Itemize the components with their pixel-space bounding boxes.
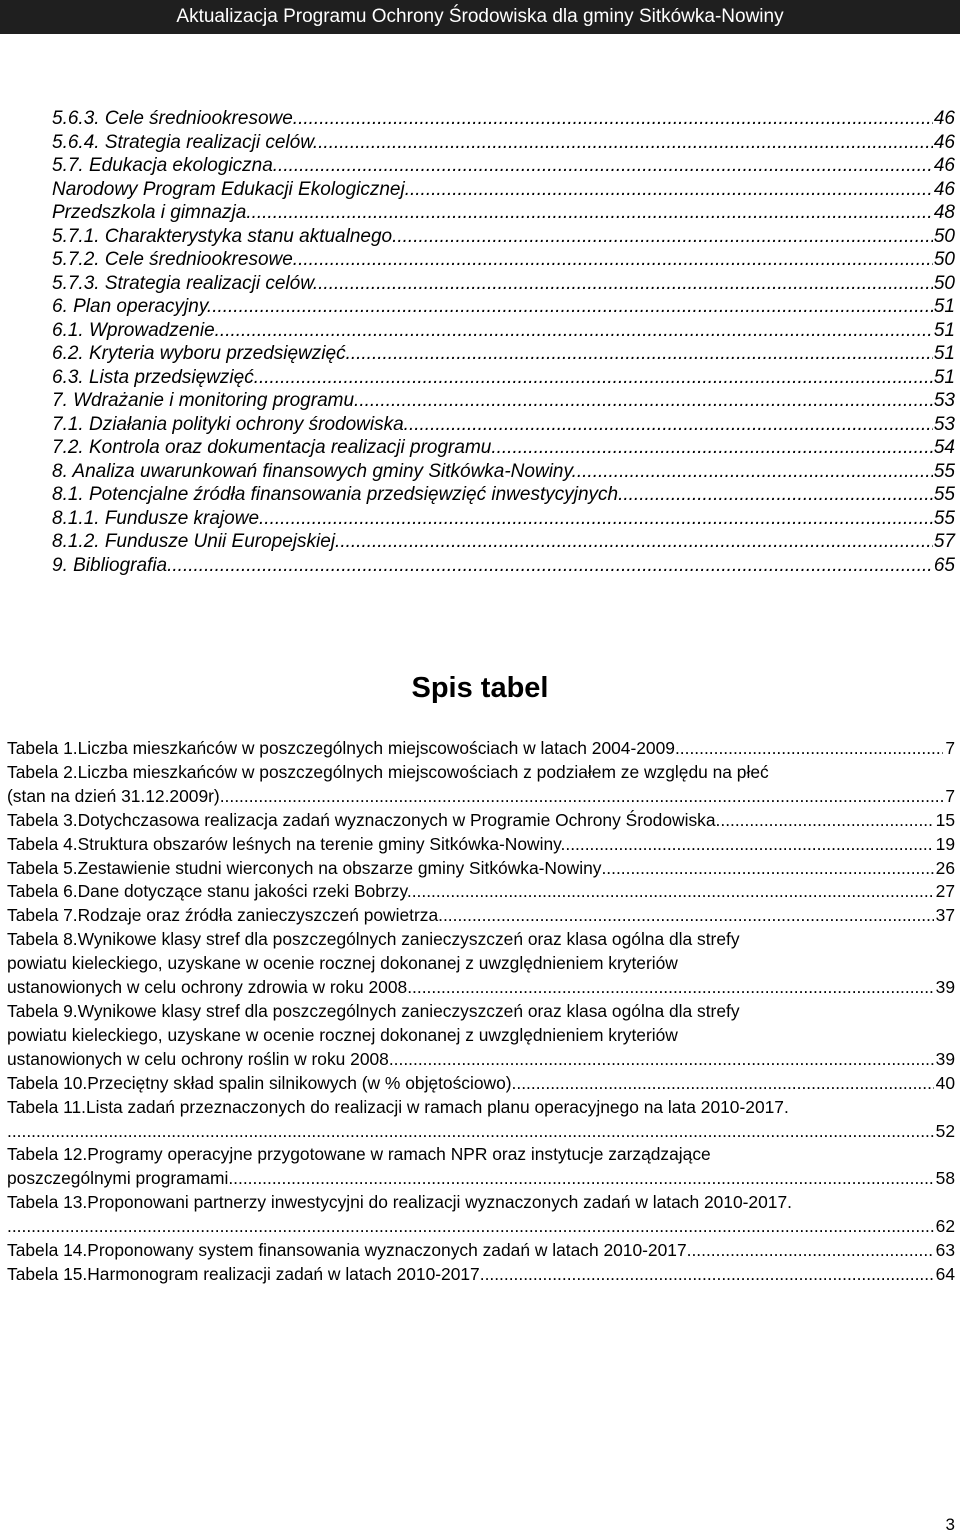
- toc-entry-page: 53: [933, 390, 955, 411]
- table-entry-line: [7, 857, 955, 881]
- toc-entry-title: 5.7. Edukacja ekologiczna.: [52, 155, 279, 176]
- toc-entry[interactable]: [52, 108, 955, 132]
- table-entry-text: Tabela 13.Proponowani partnerzy inwestycyjni do realizacji wyznaczonych zadań w latach 2010-2017.: [7, 1192, 792, 1213]
- toc-entry-page: 65: [933, 554, 955, 576]
- toc-entry[interactable]: [52, 179, 955, 203]
- spis-tabel-heading: Spis tabel: [411, 672, 549, 704]
- dot-leader: [298, 249, 933, 271]
- table-entry-line: [7, 976, 955, 1000]
- dot-leader: [259, 367, 933, 389]
- toc-entry-page: 46: [933, 155, 955, 176]
- toc-entry[interactable]: [52, 202, 955, 226]
- toc-entry-title: 6.3. Lista przedsięwzięć.: [52, 366, 259, 388]
- table-entry-text: Tabela 11.Lista zadań przeznaczonych do realizacji w ramach planu operacyjnego na lata 2010-2017.: [7, 1096, 789, 1117]
- toc-entry-title: Narodowy Program Edukacji Ekologicznej: [52, 178, 405, 200]
- toc-entry-title: 5.7.2. Cele średniookresowe.: [52, 249, 299, 270]
- table-list-entry[interactable]: [7, 880, 955, 904]
- table-entry-line: [7, 1024, 955, 1048]
- toc-entry-page: 53: [933, 413, 955, 435]
- table-entry-page: 19: [935, 833, 955, 854]
- toc-entry-page: 50: [933, 249, 955, 270]
- toc-entry[interactable]: [52, 226, 955, 250]
- table-list-entry[interactable]: [7, 928, 955, 1000]
- dot-leader: [212, 296, 933, 318]
- toc-entry-title: 9. Bibliografia.: [52, 554, 173, 576]
- toc-entry-title: 5.7.1. Charakterystyka stanu aktualnego.: [52, 225, 398, 247]
- table-list-entry[interactable]: [7, 1239, 955, 1263]
- dot-leader: [516, 1072, 933, 1096]
- table-entry-line: [7, 761, 955, 785]
- table-entry-line: [7, 1191, 955, 1215]
- dot-leader: [220, 320, 933, 342]
- toc-entry-title: 5.6.3. Cele średniookresowe.: [52, 108, 299, 129]
- dot-leader: [318, 273, 933, 295]
- toc-entry[interactable]: [52, 320, 955, 344]
- toc-entry-title: 8.1. Potencjalne źródła finansowania przedsięwzięć inwestycyjnych.: [52, 484, 624, 505]
- toc-entry-page: 48: [933, 202, 955, 223]
- table-entry-line: [7, 880, 955, 904]
- table-entry-line: [7, 833, 955, 857]
- dot-leader: [623, 484, 933, 506]
- toc-entry[interactable]: [52, 508, 955, 532]
- table-entry-page: 64: [935, 1263, 955, 1284]
- toc-entry[interactable]: [52, 273, 955, 297]
- toc-entry-page: 51: [933, 366, 955, 388]
- table-entry-line: [7, 1239, 955, 1263]
- toc-entry-page: 57: [933, 531, 955, 552]
- dot-leader: [497, 437, 933, 459]
- table-entry-line: [7, 928, 955, 952]
- table-entry-page: 15: [935, 809, 955, 830]
- toc-entry-title: 6.1. Wprowadzenie.: [52, 319, 220, 341]
- dot-leader: [298, 108, 933, 130]
- table-entry-text: powiatu kieleckiego, uzyskane w ocenie rocznej dokonanej z uwzględnieniem kryteriów: [7, 953, 678, 974]
- dot-leader: [264, 508, 933, 530]
- dot-leader: [233, 1167, 933, 1191]
- toc-entry[interactable]: [52, 531, 955, 555]
- dot-leader: [412, 976, 934, 1000]
- table-entry-page: 58: [935, 1168, 955, 1189]
- dot-leader: [397, 226, 932, 248]
- dot-leader: [405, 179, 933, 201]
- table-entry-text: Tabela 8.Wynikowe klasy stref dla poszczególnych zanieczyszczeń oraz klasa ogólna dla strefy: [7, 929, 740, 950]
- table-entry-line: [7, 1048, 955, 1072]
- table-entry-line: [7, 1096, 955, 1120]
- toc-entry-title: 7.2. Kontrola oraz dokumentacja realizacji programu.: [52, 437, 497, 458]
- table-entry-text: Tabela 4.Struktura obszarów leśnych na terenie gminy Sitkówka-Nowiny.: [7, 833, 566, 854]
- table-list-entry[interactable]: [7, 857, 955, 881]
- toc-entry-page: 50: [933, 272, 955, 294]
- table-entry-text: Tabela 14.Proponowany system finansowania wyznaczonych zadań w latach 2010-2017.: [7, 1240, 692, 1261]
- table-entry-text: Tabela 5.Zestawienie studni wierconych na obszarze gminy Sitkówka-Nowiny: [7, 857, 602, 878]
- toc-entry[interactable]: [52, 437, 955, 461]
- dot-leader: [720, 809, 933, 833]
- toc-entry-title: 8.1.1. Fundusze krajowe.: [52, 507, 265, 529]
- toc-entry-page: 50: [933, 225, 955, 247]
- table-entry-line: [7, 785, 955, 809]
- table-list-entry[interactable]: [7, 1096, 955, 1144]
- table-entry-text: ustanowionych w celu ochrony roślin w roku 2008.: [7, 1048, 394, 1069]
- toc-entry-title: Przedszkola i gimnazja: [52, 202, 247, 223]
- table-of-contents: [52, 108, 955, 578]
- dot-leader: [691, 1239, 933, 1263]
- toc-entry-page: 46: [933, 178, 955, 200]
- dot-leader: [394, 1048, 934, 1072]
- toc-entry-title: 6.2. Kryteria wyboru przedsięwzięć.: [52, 343, 351, 364]
- table-entry-line: [7, 1143, 955, 1167]
- table-entry-page: 63: [935, 1240, 955, 1261]
- dot-leader: [318, 132, 933, 154]
- table-entry-text: Tabela 12.Programy operacyjne przygotowane w ramach NPR oraz instytucje zarządzające: [7, 1144, 711, 1165]
- table-entry-page: 62: [935, 1216, 955, 1237]
- table-entry-line: [7, 952, 955, 976]
- toc-entry[interactable]: [52, 414, 955, 438]
- dot-leader: [172, 555, 932, 577]
- table-entry-page: 52: [935, 1120, 955, 1141]
- toc-entry-title: 5.7.3. Strategia realizacji celów.: [52, 272, 319, 294]
- dot-leader: [340, 531, 933, 553]
- toc-entry-page: 51: [933, 319, 955, 341]
- table-entry-page: 37: [935, 905, 955, 926]
- toc-entry[interactable]: [52, 390, 955, 414]
- table-entry-text: poszczególnymi programami.: [7, 1168, 234, 1189]
- toc-entry-title: 8. Analiza uwarunkowań finansowych gminy Sitkówka-Nowiny.: [52, 460, 577, 482]
- dot-leader: [7, 1120, 934, 1144]
- dot-leader: [485, 1263, 934, 1287]
- table-entry-text: Tabela 9.Wynikowe klasy stref dla poszczególnych zanieczyszczeń oraz klasa ogólna dla strefy: [7, 1000, 740, 1021]
- dot-leader: [246, 202, 933, 224]
- toc-entry[interactable]: [52, 132, 955, 156]
- toc-entry-page: 54: [933, 437, 955, 458]
- toc-entry[interactable]: [52, 484, 955, 508]
- table-entry-text: Tabela 15.Harmonogram realizacji zadań w latach 2010-2017.: [7, 1263, 485, 1284]
- toc-entry-title: 5.6.4. Strategia realizacji celów.: [52, 131, 319, 153]
- table-entry-text: ustanowionych w celu ochrony zdrowia w roku 2008.: [7, 977, 413, 998]
- page-number: 3: [945, 1515, 955, 1534]
- dot-leader: [7, 1215, 934, 1239]
- table-entry-line: [7, 1000, 955, 1024]
- table-entry-page: 27: [935, 881, 955, 902]
- list-of-tables: [7, 737, 955, 1287]
- toc-entry-title: 6. Plan operacyjny.: [52, 296, 213, 317]
- table-entry-page: 7: [945, 738, 955, 758]
- dot-leader: [351, 343, 933, 365]
- page-header: [0, 0, 960, 34]
- table-entry-text: Tabela 2.Liczba mieszkańców w poszczególnych miejscowościach z podziałem ze względu na płeć: [7, 761, 769, 782]
- table-entry-page: 40: [935, 1072, 955, 1093]
- table-entry-line: [7, 1120, 955, 1144]
- dot-leader: [412, 880, 934, 904]
- table-list-entry[interactable]: [7, 1263, 955, 1287]
- toc-entry-page: 51: [933, 343, 955, 364]
- dot-leader: [278, 155, 933, 177]
- toc-entry[interactable]: [52, 367, 955, 391]
- toc-entry[interactable]: [52, 155, 955, 179]
- table-entry-page: 39: [935, 1048, 955, 1069]
- toc-entry[interactable]: [52, 461, 955, 485]
- dot-leader: [565, 833, 933, 857]
- toc-entry-page: 55: [933, 484, 955, 505]
- toc-entry[interactable]: [52, 555, 955, 579]
- table-entry-line: [7, 809, 955, 833]
- toc-entry-page: 46: [933, 131, 955, 153]
- toc-entry[interactable]: [52, 249, 955, 273]
- table-list-entry[interactable]: [7, 1072, 955, 1096]
- dot-leader: [220, 785, 944, 809]
- table-entry-text: Tabela 7.Rodzaje oraz źródła zanieczyszczeń powietrza.: [7, 905, 443, 926]
- table-entry-line: [7, 1263, 955, 1287]
- table-entry-page: 39: [935, 977, 955, 998]
- dot-leader: [680, 737, 944, 761]
- table-entry-line: [7, 904, 955, 928]
- dot-leader: [409, 414, 933, 436]
- table-entry-text: powiatu kieleckiego, uzyskane w ocenie rocznej dokonanej z uwzględnieniem kryteriów: [7, 1024, 678, 1045]
- table-list-entry[interactable]: [7, 737, 955, 761]
- dot-leader: [577, 461, 933, 483]
- table-entry-line: [7, 1215, 955, 1239]
- table-list-entry[interactable]: [7, 833, 955, 857]
- toc-entry-page: 55: [933, 507, 955, 529]
- table-entry-line: [7, 1167, 955, 1191]
- table-entry-page: 26: [935, 857, 955, 878]
- table-list-entry[interactable]: [7, 1000, 955, 1072]
- table-entry-line: [7, 737, 955, 761]
- table-entry-text: Tabela 1.Liczba mieszkańców w poszczególnych miejscowościach w latach 2004-2009.: [7, 738, 680, 758]
- toc-entry-page: 55: [933, 460, 955, 482]
- dot-leader: [601, 857, 933, 881]
- toc-entry[interactable]: [52, 343, 955, 367]
- table-entry-page: 7: [945, 785, 955, 806]
- table-entry-text: Tabela 10.Przeciętny skład spalin silnikowych (w % objętościowo).: [7, 1072, 517, 1093]
- document-title: Aktualizacja Programu Ochrony Środowiska dla gminy Sitkówka-Nowiny: [176, 6, 784, 27]
- dot-leader: [443, 904, 934, 928]
- table-list-entry[interactable]: [7, 1191, 955, 1239]
- toc-entry-title: 8.1.2. Fundusze Unii Europejskiej.: [52, 531, 341, 552]
- table-list-entry[interactable]: [7, 904, 955, 928]
- table-entry-text: (stan na dzień 31.12.2009r): [7, 785, 220, 806]
- table-entry-text: Tabela 3.Dotychczasowa realizacja zadań wyznaczonych w Programie Ochrony Środowiska.: [7, 809, 721, 830]
- toc-entry-page: 51: [933, 296, 955, 317]
- table-entry-line: [7, 1072, 955, 1096]
- toc-entry[interactable]: [52, 296, 955, 320]
- toc-entry-title: 7.1. Działania polityki ochrony środowiska.: [52, 413, 409, 435]
- toc-entry-page: 46: [933, 108, 955, 129]
- table-entry-text: Tabela 6.Dane dotyczące stanu jakości rzeki Bobrzy.: [7, 881, 412, 902]
- toc-entry-title: 7. Wdrażanie i monitoring programu.: [52, 390, 360, 411]
- dot-leader: [359, 390, 933, 412]
- table-list-entry[interactable]: [7, 809, 955, 833]
- table-list-entry[interactable]: [7, 761, 955, 809]
- table-list-entry[interactable]: [7, 1143, 955, 1191]
